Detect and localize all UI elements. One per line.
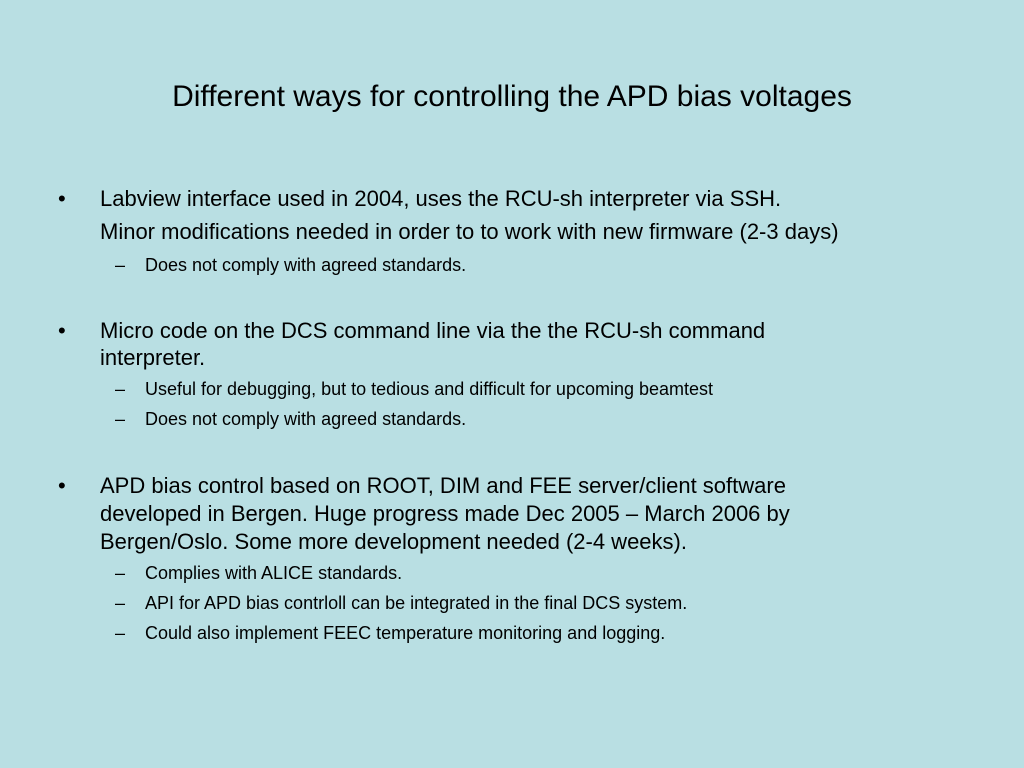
bullet-2-line-2: interpreter.: [100, 345, 206, 370]
bullet-3-sub-1-text: Complies with ALICE standards.: [145, 563, 403, 583]
sub-marker: –: [115, 409, 126, 429]
bullet-1-sub-1-text: Does not comply with agreed standards.: [145, 255, 467, 275]
sub-marker: –: [115, 563, 126, 583]
bullet-1-line-1: Labview interface used in 2004, uses the RCU-sh interpreter via SSH.: [100, 186, 782, 211]
bullet-marker: •: [58, 473, 66, 498]
bullet-2-sub-2-text: Does not comply with agreed standards.: [145, 409, 467, 429]
bullet-2-sub-1-text: Useful for debugging, but to tedious and difficult for upcoming beamtest: [145, 379, 714, 399]
sub-marker: –: [115, 623, 126, 643]
sub-marker: –: [115, 593, 126, 613]
sub-marker: –: [115, 255, 126, 275]
bullet-1-line-2: Minor modifications needed in order to to work with new firmware (2-3 days): [100, 219, 839, 244]
sub-marker: –: [115, 379, 126, 399]
bullet-marker: •: [58, 318, 66, 343]
bullet-2-line-1: Micro code on the DCS command line via the the RCU-sh command: [100, 318, 766, 343]
bullet-3-sub-3-text: Could also implement FEEC temperature monitoring and logging.: [145, 623, 666, 643]
bullet-marker: •: [58, 186, 66, 211]
bullet-3-line-3: Bergen/Oslo. Some more development needed (2-4 weeks).: [100, 529, 687, 554]
bullet-3-sub-2-text: API for APD bias contrloll can be integrated in the final DCS system.: [145, 593, 688, 613]
bullet-3-line-1: APD bias control based on ROOT, DIM and FEE server/client software: [100, 473, 786, 498]
bullet-3-line-2: developed in Bergen. Huge progress made Dec 2005 – March 2006 by: [100, 501, 790, 526]
slide-title: Different ways for controlling the APD bias voltages: [172, 80, 852, 113]
